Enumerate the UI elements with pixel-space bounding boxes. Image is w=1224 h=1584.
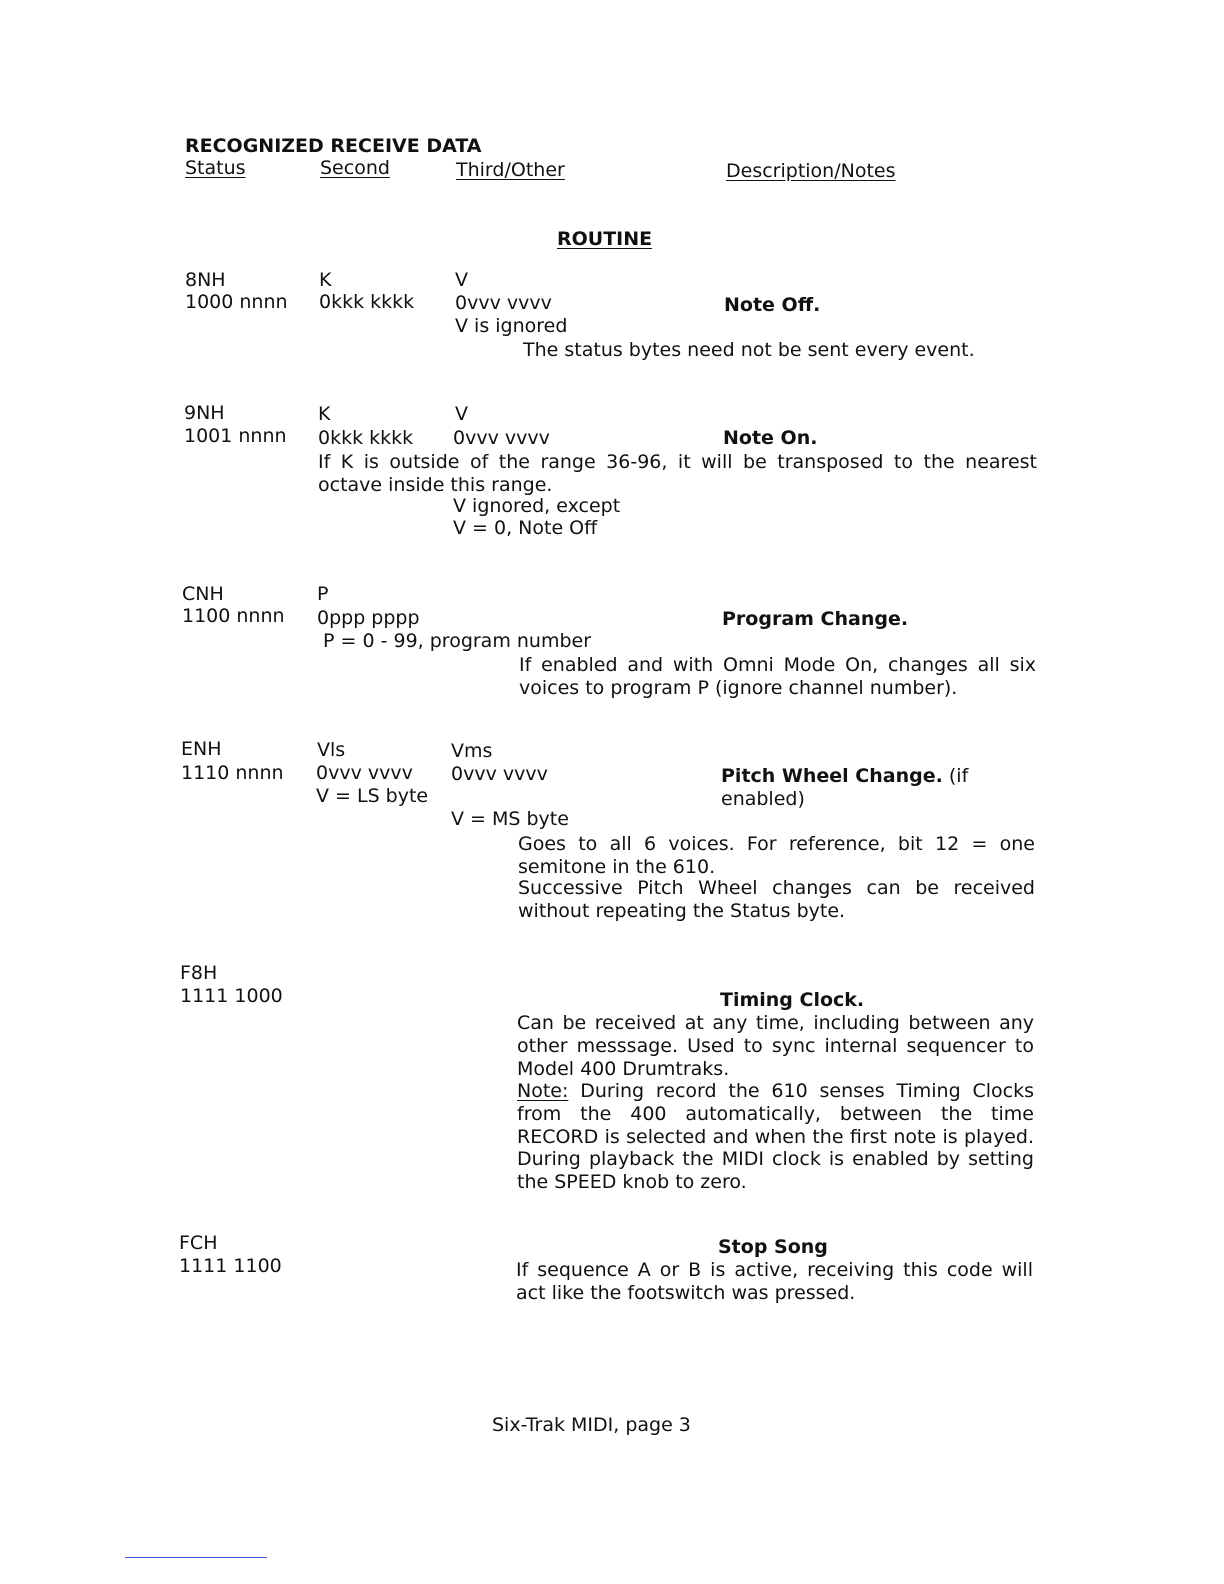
third-byte-label: Vms: [451, 740, 493, 762]
page-footer: Six-Trak MIDI, page 3: [492, 1414, 691, 1436]
section-title: ROUTINE: [557, 228, 653, 250]
entry-title: Stop Song: [718, 1236, 828, 1258]
entry-title-suffix: (if: [948, 765, 969, 787]
second-byte-bits: 0ppp pppp: [317, 607, 420, 629]
third-byte-note: V = MS byte: [451, 808, 569, 830]
status-hex: CNH: [182, 583, 224, 605]
status-binary: 1111 1000: [180, 985, 283, 1007]
entry-note-2: During record the 610 senses Timing Clocks from the 400 automatically, between the time RECORD is selected and when the first note is played. During playback the MIDI clock is enabled by setting the SPEED knob to zero.: [517, 1080, 1034, 1194]
status-binary: 1000 nnnn: [185, 291, 288, 313]
entry-title: Program Change.: [722, 608, 909, 630]
second-byte-bits: 0kkk kkkk: [318, 427, 414, 449]
entry-note-1: Goes to all 6 voices. For reference, bit 12 = one semitone in the 610.: [518, 833, 1035, 878]
status-hex: 9NH: [184, 402, 225, 424]
second-byte-label: P: [317, 583, 329, 605]
column-header-description: Description/Notes: [726, 160, 896, 182]
velocity-note-1: V ignored, except: [453, 495, 621, 517]
second-byte-label: K: [319, 269, 332, 291]
entry-title: Pitch Wheel Change.: [721, 765, 943, 787]
entry-note: The status bytes need not be sent every event.: [523, 339, 975, 361]
velocity-note-2: V = 0, Note Off: [453, 517, 598, 539]
column-header-status: Status: [185, 157, 246, 179]
third-byte-label: V: [455, 269, 468, 291]
range-note: If K is outside of the range 36-96, it will be transposed to the nearest octave inside this range.: [318, 451, 1037, 496]
program-range: P = 0 - 99, program number: [323, 630, 592, 652]
third-byte-bits: 0vvv vvvv: [451, 763, 548, 785]
entry-title-cont: enabled): [721, 788, 805, 810]
entry-note: If enabled and with Omni Mode On, changes all six voices to program P (ignore channel number).: [519, 654, 1036, 699]
status-hex: FCH: [179, 1232, 218, 1254]
entry-title: Note Off.: [724, 294, 821, 316]
entry-note: If sequence A or B is active, receiving this code will act like the footswitch was pressed.: [516, 1259, 1033, 1304]
third-byte-label: V: [455, 403, 468, 425]
status-binary: 1001 nnnn: [184, 425, 287, 447]
footer-rule: [125, 1557, 267, 1558]
second-byte-bits: 0kkk kkkk: [319, 291, 415, 313]
entry-title: Timing Clock.: [720, 989, 865, 1011]
status-binary: 1100 nnnn: [182, 605, 285, 627]
entry-note-1: Can be received at any time, including between any other messsage. Used to sync internal sequencer to Model 400 Drumtraks.: [517, 1012, 1034, 1080]
second-byte-label: Vls: [317, 739, 346, 761]
second-byte-label: K: [318, 403, 331, 425]
third-byte-note: V is ignored: [455, 315, 568, 337]
second-byte-bits: 0vvv vvvv: [316, 762, 413, 784]
status-hex: ENH: [181, 738, 222, 760]
status-hex: 8NH: [185, 269, 226, 291]
status-hex: F8H: [180, 962, 218, 984]
column-header-second: Second: [320, 157, 390, 179]
note-label: Note:: [517, 1080, 569, 1102]
status-binary: 1111 1100: [179, 1255, 282, 1277]
page-heading: RECOGNIZED RECEIVE DATA: [185, 135, 482, 157]
column-header-third: Third/Other: [456, 159, 565, 181]
entry-note-2-block: [517, 1080, 1034, 1194]
entry-note-2: Successive Pitch Wheel changes can be received without repeating the Status byte.: [518, 877, 1035, 922]
second-byte-note: V = LS byte: [316, 785, 429, 807]
entry-title-line: [721, 766, 968, 788]
entry-title: Note On.: [723, 427, 818, 449]
third-byte-bits: 0vvv vvvv: [453, 427, 550, 449]
status-binary: 1110 nnnn: [181, 762, 284, 784]
third-byte-bits: 0vvv vvvv: [455, 292, 552, 314]
